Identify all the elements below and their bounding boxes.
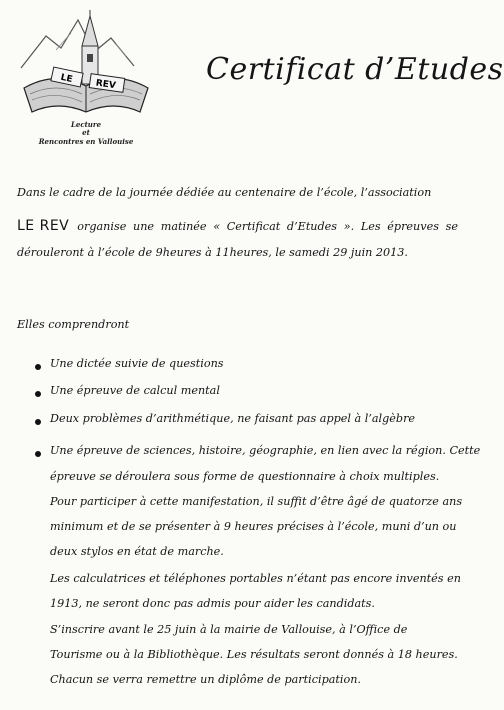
continuation-line: minimum et de se présenter à 9 heures précises à l’école, muni d’un ou (50, 520, 457, 533)
continuation-line: Pour participer à cette manifestation, il suffit d’être âgé de quatorze ans (50, 495, 463, 508)
bullet-4 (35, 451, 41, 457)
association-logo (16, 8, 156, 154)
list-item: Une dictée suivie de questions (50, 357, 224, 370)
organization-name: LE REV (17, 218, 70, 234)
list-item: Une épreuve de sciences, histoire, géographie, en lien avec la région. Cette (50, 444, 481, 457)
list-item: Deux problèmes d’arithmétique, ne faisant pas appel à l’algèbre (50, 412, 416, 425)
continuation-line: épreuve se déroulera sous forme de questionnaire à choix multiples. (50, 470, 440, 483)
logo-banner-left: LE (59, 72, 74, 86)
bullet-1 (35, 364, 41, 370)
intro-line-2-text: organise une matinée « Certificat d’Etudes ». Les épreuves se (77, 220, 458, 233)
continuation-line: Tourisme ou à la Bibliothèque. Les résultats seront donnés à 18 heures. (50, 648, 458, 661)
continuation-line: 1913, ne seront donc pas admis pour aider les candidats. (50, 597, 375, 610)
continuation-line: S’inscrire avant le 25 juin à la mairie de Vallouise, à l’Office de (50, 623, 408, 636)
continuation-line: Les calculatrices et téléphones portables n’étant pas encore inventés en (50, 572, 461, 585)
logo-caption-line3: Rencontres en Vallouise (38, 137, 134, 146)
intro-line-2 (17, 218, 458, 234)
list-item: Une épreuve de calcul mental (50, 384, 220, 397)
continuation-line: Chacun se verra remettre un diplôme de participation. (50, 673, 361, 686)
list-heading: Elles comprendront (17, 318, 130, 331)
logo-caption-line1: Lecture (70, 120, 102, 129)
bullet-3 (35, 419, 41, 425)
logo-drawing (16, 8, 156, 136)
intro-line-3: dérouleront à l’école de 9heures à 11heures, le samedi 29 juin 2013. (17, 246, 408, 259)
logo-banner-right: REV (95, 78, 117, 92)
continuation-line: deux stylos en état de marche. (50, 545, 224, 558)
logo-caption-line2: et (82, 128, 90, 137)
page-title: Certificat d’Etudes (206, 52, 504, 87)
intro-line-1: Dans le cadre de la journée dédiée au centenaire de l’école, l’association (17, 186, 432, 199)
bullet-2 (35, 391, 41, 397)
